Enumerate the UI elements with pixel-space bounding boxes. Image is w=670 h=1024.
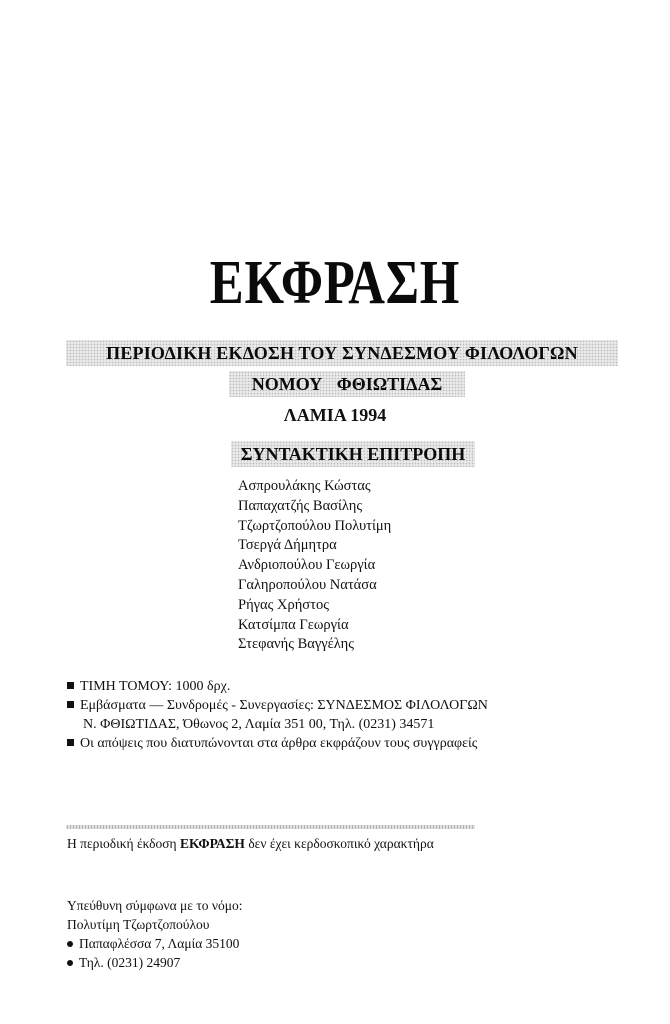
committee-heading: ΣΥΝΤΑΚΤΙΚΗ ΕΠΙΤΡΟΠΗ: [231, 441, 475, 467]
committee-member: Στεφανής Βαγγέλης: [238, 636, 354, 653]
responsible-phone: Τηλ. (0231) 24907: [79, 955, 181, 970]
committee-member-list: [238, 477, 391, 655]
journal-subtitle: ΠΕΡΙΟΔΙΚΗ ΕΚΔΟΣΗ ΤΟΥ ΣΥΝΔΕΣΜΟΥ ΦΙΛΟΛΟΓΩΝ: [66, 340, 618, 366]
responsible-phone-item: [67, 953, 242, 972]
committee-member: Γαληροπούλου Νατάσα: [238, 576, 377, 593]
responsible-name: Πολυτίμη Τζωρτζοπούλου: [67, 917, 210, 932]
price-item: [67, 677, 488, 696]
square-bullet-icon: [67, 701, 74, 708]
publication-info: [67, 677, 488, 753]
notice-title: ΕΚΦΡΑΣΗ: [179, 836, 245, 851]
journal-region: ΝΟΜΟΥ ΦΘΙΩΤΙΔΑΣ: [229, 371, 465, 397]
place-year: ΛΑΜΙΑ 1994: [283, 405, 387, 425]
responsible-address: Παπαφλέσσα 7, Λαμία 35100: [79, 936, 240, 951]
square-bullet-icon: [67, 682, 74, 689]
remittances-address: Ν. ΦΘΙΩΤΙΔΑΣ, Όθωνος 2, Λαμία 351 00, Τηλ. (0231) 34571: [83, 717, 435, 732]
committee-member: Ρήγας Χρήστος: [238, 596, 329, 613]
responsible-label: Υπεύθυνη σύμφωνα με το νόμο:: [67, 898, 243, 913]
committee-member: Παπαχατζής Βασίλης: [238, 497, 363, 514]
journal-title: ΕΚΦΡΑΣΗ: [209, 249, 461, 317]
committee-member: Τσεργά Δήμητρα: [238, 537, 337, 554]
disclaimer-item: [67, 734, 488, 753]
committee-member: Κατσίμπα Γεωργία: [238, 616, 349, 633]
price-text: ΤΙΜΗ ΤΟΜΟΥ: 1000 δρχ.: [80, 679, 231, 694]
notice-text-start: Η περιοδική έκδοση: [67, 836, 180, 851]
round-bullet-icon: [67, 941, 73, 947]
round-bullet-icon: [67, 960, 73, 966]
committee-member: Ασπρουλάκης Κώστας: [238, 478, 371, 494]
responsible-info: [67, 896, 242, 972]
committee-member: Τζωρτζοπούλου Πολυτίμη: [238, 517, 392, 534]
dotted-divider: [66, 825, 475, 829]
committee-member: Ανδριοπούλου Γεωργία: [238, 557, 376, 574]
disclaimer-text: Οι απόψεις που διατυπώνονται στα άρθρα εκφράζουν τους συγγραφείς: [80, 736, 478, 751]
responsible-address-item: [67, 934, 242, 953]
notice-text-end: δεν έχει κερδοσκοπικό χαρακτήρα: [244, 836, 434, 851]
nonprofit-notice: [67, 836, 434, 852]
remittances-text: Εμβάσματα — Συνδρομές - Συνεργασίες: ΣΥΝΔΕΣΜΟΣ ΦΙΛΟΛΟΓΩΝ: [80, 698, 488, 713]
remittances-item: [67, 696, 488, 715]
square-bullet-icon: [67, 739, 74, 746]
